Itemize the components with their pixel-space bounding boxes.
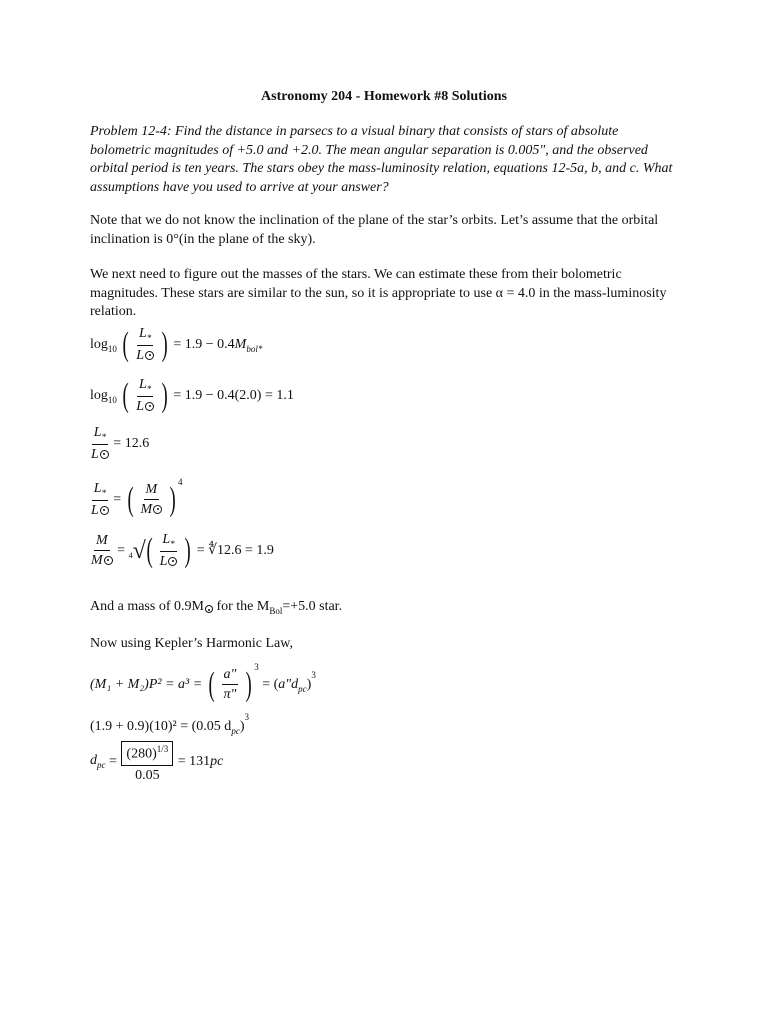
equation-2: $\log_{10}$ ( $\frac{L_*}{L}$ ) = 1.9 − 0.4(2.0) = 1.1 — [90, 376, 294, 414]
eq8-den: 0.05 — [135, 767, 160, 783]
eq8-num: (280) — [126, 746, 157, 762]
kepler-sentence: Now using Kepler’s Harmonic Law, — [90, 636, 293, 651]
mass-sentence: And a mass of 0.9M for the $M_{Bol}=+5.0$ star. — [90, 599, 343, 616]
eq2-rhs: = 1.9 − 0.4(2.0) = 1.1 — [173, 388, 294, 404]
equation-6: (M₁ + M₂)P² = a³ = ( $\frac{a"}{\pi"}$ ) $^3 = (a"d_{pc})^3$ — [90, 662, 316, 703]
eq6-lhs: (M₁ + M₂)P² = a³ = — [90, 677, 203, 692]
eq1-rhs: = 1.9 − 0.4 — [173, 337, 235, 353]
eq8-unit: pc — [210, 753, 224, 769]
paragraph-inclination: Note that we do not know the inclination of the plane of the star’s orbits. Let’s assume that the orbital inclination is 0°(in the plane of the sky). — [90, 213, 659, 247]
page-title: Astronomy 204 - Homework #8 Solutions — [261, 89, 507, 104]
problem-statement: Problem 12-4: Find the distance in parsecs to a visual binary that consists of stars of absolute bolometric magnitudes of +5.0 and +2.0. The mean angular separation is 0.005", and the observed orbital period is ten years. The stars obey the mass-luminosity relation, equations 12-5a, b, and c. What assumptions have you used to arrive at your answer? — [90, 124, 673, 195]
eq8-result: = 131 — [177, 753, 211, 769]
eq7-text: (1.9 + 0.9)(10)² = (0.05 d — [90, 719, 232, 734]
equation-5: $\frac{M}{M}$ = $^4$√( $\frac{L_*}{L}$ ) = ∜12.6 = 1.9 — [91, 531, 274, 569]
equation-7: (1.9 + 0.9)(10)² = (0.05 $d_{pc})^3$ — [90, 712, 249, 736]
equation-3: $\frac{L_*}{L}$ = 12.6 — [91, 425, 150, 462]
eq3-rhs: = 12.6 — [113, 436, 150, 452]
equation-8: $d_{pc}$ = $\frac{(280)^{1/3}}{0.05}$ = 131pc — [90, 741, 223, 783]
eq5-rhs: = ∜12.6 = 1.9 — [196, 543, 274, 559]
equation-1: $\log_{10}$ ( $\frac{L_*}{L}$ ) = $1.9 - 0.4M_{bol*}$ — [90, 325, 263, 363]
equation-4: $\frac{L_*}{L}$ = ( $\frac{M}{M}$ ) $^4$ — [91, 477, 183, 518]
eq1-var: M — [234, 337, 247, 353]
paragraph-masses: We next need to figure out the masses of the stars. We can estimate these from their bolometric magnitudes. These stars are similar to the sun, so it is appropriate to use α = 4.0 in the mass-luminosity relation. — [90, 267, 667, 319]
eq1-sub: bol* — [246, 343, 263, 354]
